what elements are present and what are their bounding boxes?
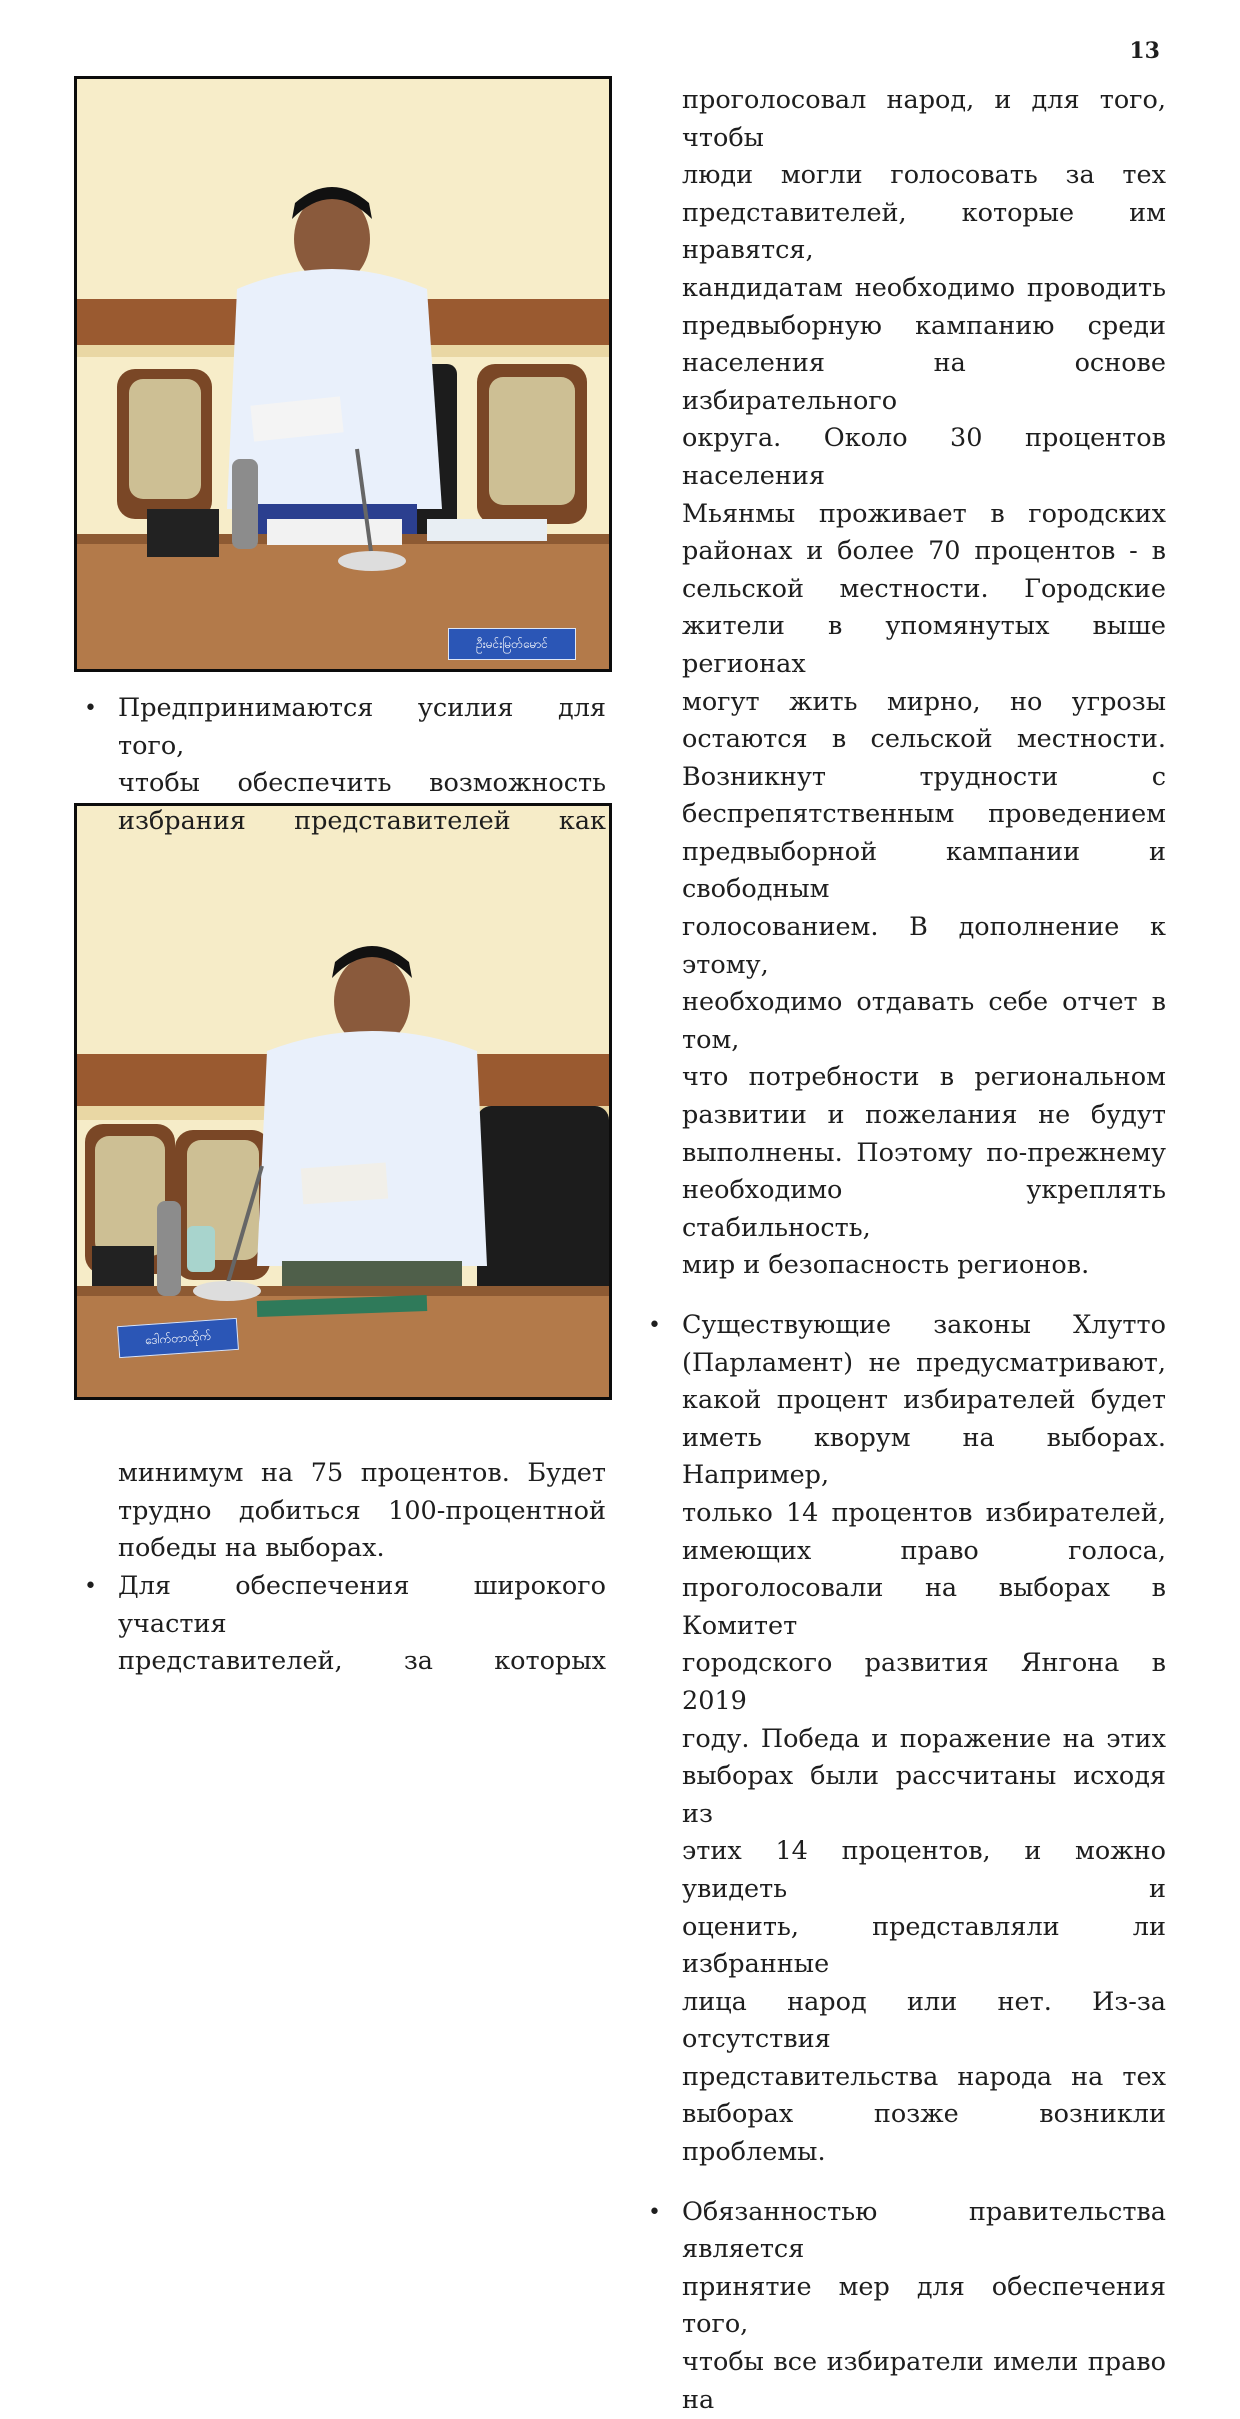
text-line: чтобы все избиратели имели право на (682, 2347, 1166, 2415)
text-line: остаются в сельской местности. (682, 724, 1166, 755)
text-line: году. Победа и поражение на этих (682, 1723, 1166, 1754)
text-line: выполнены. Поэтому по-прежнему (682, 1137, 1166, 1168)
text-line: представителей, за которых (118, 1646, 606, 1677)
text-line: жители в упомянутых выше регионах (682, 611, 1166, 679)
bullet-paragraph-1 (84, 690, 606, 840)
text-line: сельской местности. Городские (682, 573, 1166, 604)
text-line: Возникнут трудности с (682, 761, 1166, 792)
text-line: выборах были рассчитаны исходя из (682, 1761, 1166, 1829)
text-line: Предпринимаются усилия для того, (118, 693, 606, 761)
text-line: что потребности в региональном (682, 1062, 1166, 1093)
text-line: оценить, представляли ли избранные (682, 1911, 1166, 1980)
text-line: необходимо отдавать себе отчет в том, (682, 987, 1166, 1055)
text-line: лица народ или нет. Из-за отсутствия (682, 1986, 1166, 2055)
text-line: этих 14 процентов, и можно увидеть и (682, 1836, 1166, 1904)
text-line: мир и безопасность регионов. (682, 1250, 1090, 1281)
photo-1-nameplate: ဦးမင်းမြတ်မောင် (448, 628, 576, 660)
paragraph-continuation (682, 82, 1166, 1285)
text-line: выборах позже возникли проблемы. (682, 2099, 1166, 2168)
bullet-paragraph-4 (648, 2194, 1166, 2419)
text-line: Обязанностью правительства является (682, 2196, 1166, 2265)
bullet-paragraph-2 (84, 1568, 606, 1681)
text-line: (Парламент) не предусматривают, (682, 1347, 1166, 1378)
text-line: проголосовал народ, и для того, чтобы (682, 85, 1166, 153)
bullet-paragraph-3 (648, 1307, 1166, 2172)
text-line: районах и более 70 процентов - в (682, 536, 1166, 567)
text-line: населения на основе избирательного (682, 348, 1166, 416)
bullet-dot: • (84, 1574, 97, 1599)
text-line: чтобы обеспечить возможность (118, 768, 606, 799)
text-line: округа. Около 30 процентов населения (682, 423, 1166, 491)
bullet-paragraph-1-continued (84, 1455, 606, 1568)
text-line: проголосовали на выборах в Комитет (682, 1573, 1166, 1641)
bullet-dot: • (648, 1313, 661, 1338)
text-line: Для обеспечения широкого участия (118, 1571, 606, 1639)
text-line: необходимо укреплять стабильность, (682, 1175, 1166, 1243)
text-line: только 14 процентов избирателей, (682, 1497, 1166, 1528)
photo-speaker-2 (74, 803, 612, 1400)
text-line: могут жить мирно, но угрозы (682, 686, 1166, 717)
text-line: победы на выборах. (118, 1533, 385, 1564)
text-line: предвыборной кампании и свободным (682, 836, 1166, 905)
bullet-dot: • (648, 2199, 661, 2225)
text-line: Существующие законы Хлутто (682, 1310, 1166, 1340)
text-line: избрания представителей как (118, 805, 606, 836)
page-number: 13 (1129, 38, 1160, 64)
bullet-dot: • (84, 696, 97, 721)
text-line: беспрепятственным проведением (682, 799, 1166, 830)
text-line: трудно добиться 100-процентной (118, 1495, 606, 1526)
text-line: развитии и пожелания не будут (682, 1100, 1166, 1131)
photo-speaker-1 (74, 76, 612, 672)
text-line: голосованием. В дополнение к этому, (682, 912, 1166, 980)
text-line: кандидатам необходимо проводить (682, 272, 1166, 303)
text-line: представительства народа на тех (682, 2061, 1166, 2092)
text-line: Мьянмы проживает в городских (682, 498, 1166, 529)
text-line: иметь кворум на выборах. Например, (682, 1422, 1166, 1491)
text-line: городского развития Янгона в 2019 (682, 1648, 1166, 1716)
text-line: предвыборную кампанию среди (682, 310, 1166, 341)
right-column (648, 82, 1166, 2419)
text-line: имеющих право голоса, (682, 1535, 1166, 1566)
text-line: принятие мер для обеспечения того, (682, 2271, 1166, 2340)
text-line: люди могли голосовать за тех (682, 160, 1166, 191)
photo-2-nameplate: ဒေါက်တာထိုက် (117, 1318, 239, 1358)
text-line: минимум на 75 процентов. Будет (118, 1458, 606, 1488)
text-line: представителей, которые им нравятся, (682, 197, 1166, 266)
text-line: какой процент избирателей будет (682, 1385, 1166, 1416)
